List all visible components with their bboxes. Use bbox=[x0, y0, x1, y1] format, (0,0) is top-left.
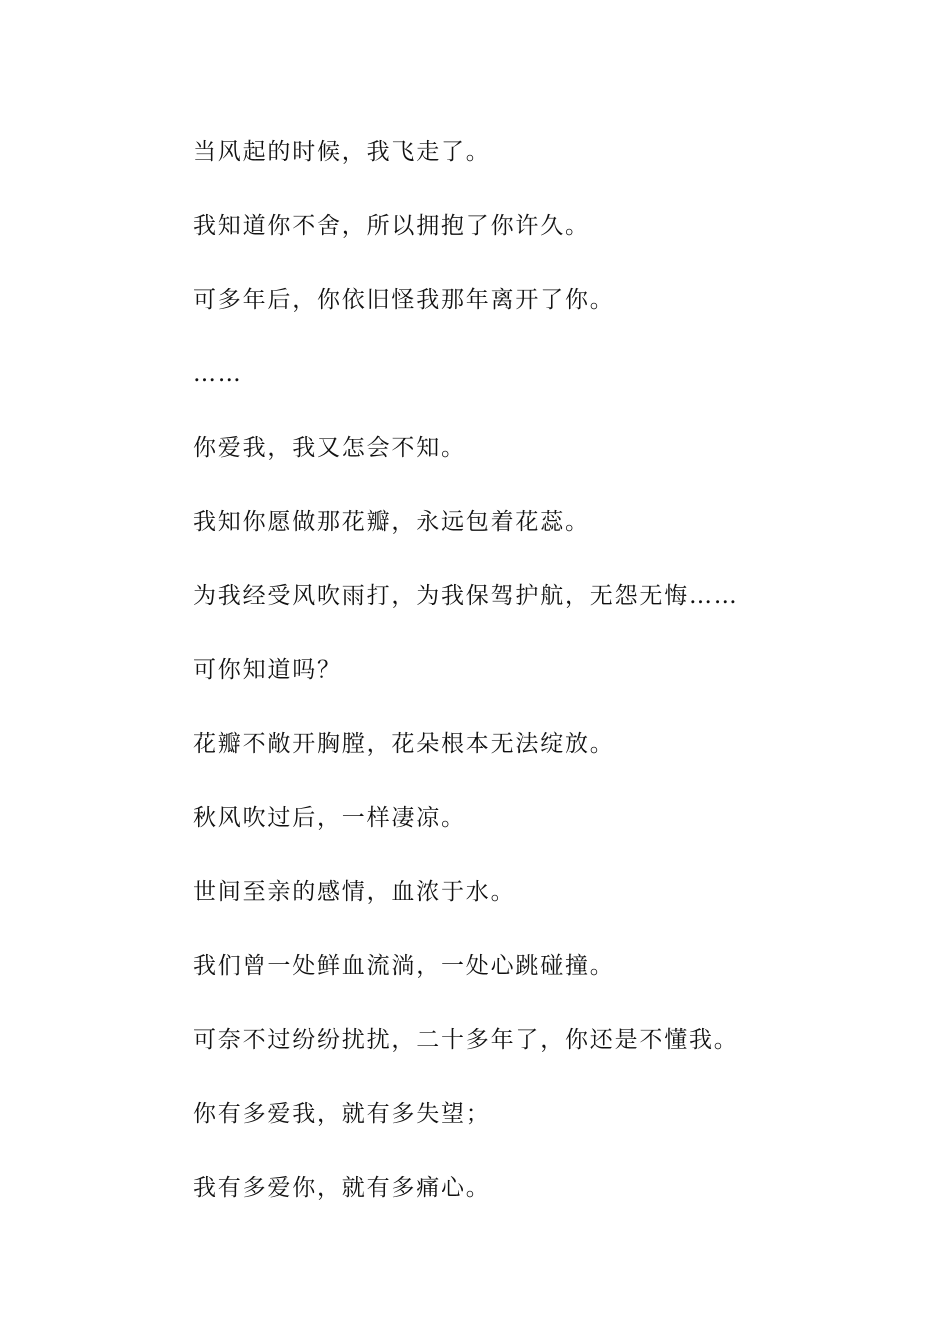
text-line: 可奈不过纷纷扰扰，二十多年了，你还是不懂我。 bbox=[193, 1027, 739, 1053]
text-line: 花瓣不敞开胸膛，花朵根本无法绽放。 bbox=[193, 731, 615, 757]
text-line: 为我经受风吹雨打，为我保驾护航，无怨无悔…… bbox=[193, 583, 739, 609]
text-line: 当风起的时候，我飞走了。 bbox=[193, 139, 491, 165]
text-line: 世间至亲的感情，血浓于水。 bbox=[193, 879, 516, 905]
text-line: 可你知道吗？ bbox=[193, 657, 342, 683]
text-line: …… bbox=[193, 361, 243, 387]
text-line: 你有多爱我，就有多失望； bbox=[193, 1101, 491, 1127]
text-line: 我们曾一处鲜血流淌，一处心跳碰撞。 bbox=[193, 953, 615, 979]
text-line: 我知道你不舍，所以拥抱了你许久。 bbox=[193, 213, 590, 239]
document-body bbox=[193, 132, 893, 1242]
text-line: 秋风吹过后，一样凄凉。 bbox=[193, 805, 466, 831]
text-line: 可多年后，你依旧怪我那年离开了你。 bbox=[193, 287, 615, 313]
text-line: 我知你愿做那花瓣，永远包着花蕊。 bbox=[193, 509, 590, 535]
text-line: 我有多爱你，就有多痛心。 bbox=[193, 1175, 491, 1201]
text-line: 你爱我，我又怎会不知。 bbox=[193, 435, 466, 461]
